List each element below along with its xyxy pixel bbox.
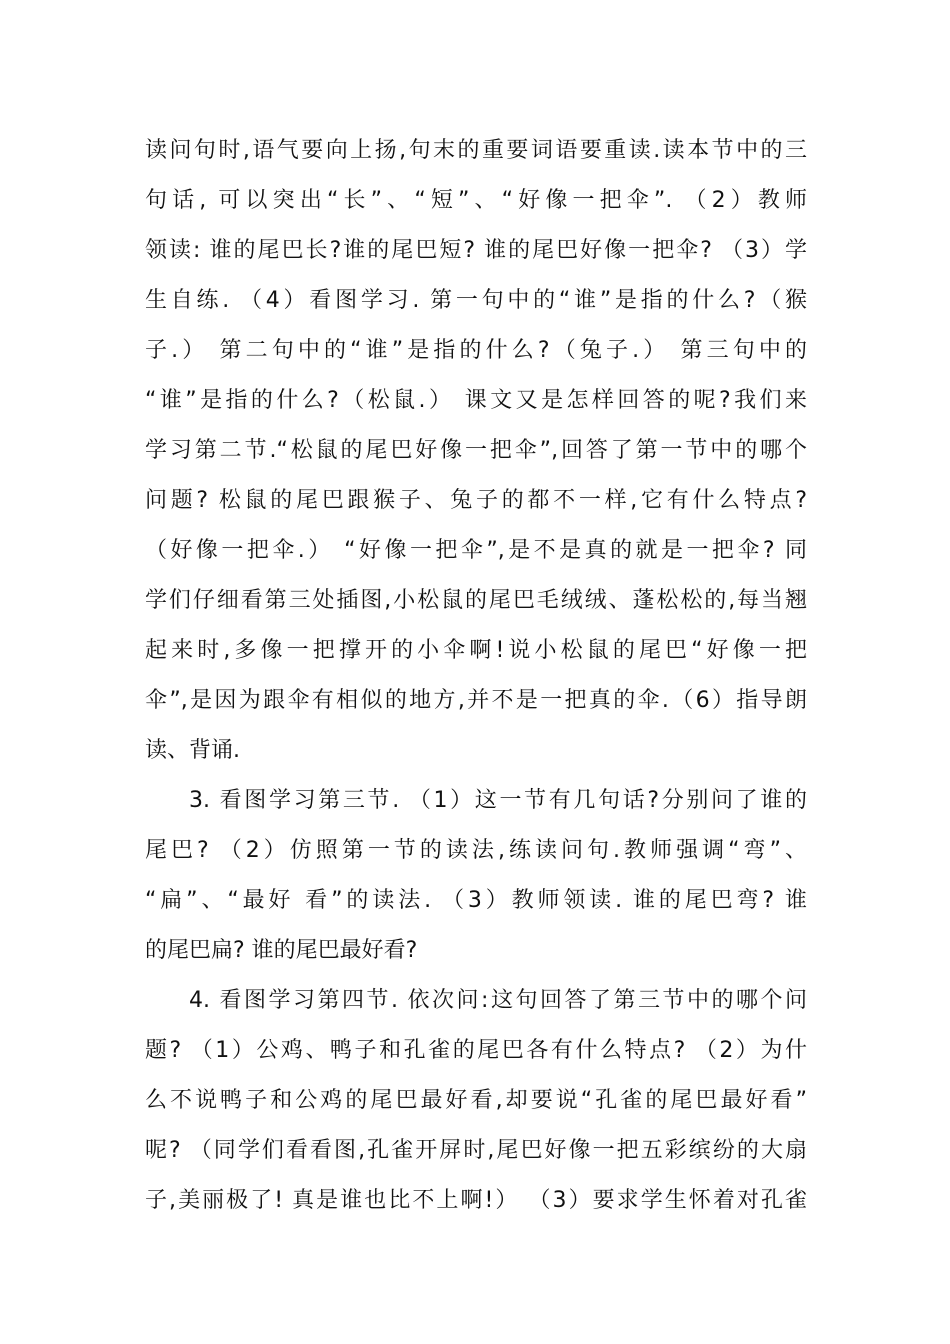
text-line: 句话, 可以突出“长”、“短”、“好像一把伞”. （2）教师 bbox=[145, 188, 807, 213]
text-line: （好像一把伞.） “好像一把伞”,是不是真的就是一把伞? 同 bbox=[145, 538, 807, 563]
text-line: 子.） 第二句中的“谁”是指的什么?（兔子.） 第三句中的 bbox=[145, 338, 807, 363]
text-line: “谁”是指的什么?（松鼠.） 课文又是怎样回答的呢?我们来 bbox=[145, 388, 807, 413]
paragraph-2 bbox=[145, 776, 807, 976]
text-line: 子,美丽极了! 真是谁也比不上啊!） （3）要求学生怀着对孔雀 bbox=[145, 1188, 807, 1213]
text-line: 生自练. （4）看图学习. 第一句中的“谁”是指的什么?（猴 bbox=[145, 288, 807, 313]
text-line: 起来时,多像一把撑开的小伞啊!说小松鼠的尾巴“好像一把 bbox=[145, 638, 807, 663]
text-line: 么不说鸭子和公鸡的尾巴最好看,却要说“孔雀的尾巴最好看” bbox=[145, 1088, 807, 1113]
paragraph-1 bbox=[145, 126, 807, 776]
text-line: 呢? （同学们看看图,孔雀开屏时,尾巴好像一把五彩缤纷的大扇 bbox=[145, 1138, 807, 1163]
paragraph-3 bbox=[145, 976, 807, 1226]
text-line: 学们仔细看第三处插图,小松鼠的尾巴毛绒绒、蓬松松的,每当翘 bbox=[145, 588, 807, 613]
text-line: 的尾巴扁? 谁的尾巴最好看? bbox=[145, 938, 418, 963]
text-line: 3. 看图学习第三节. （1）这一节有几句话?分别问了谁的 bbox=[189, 788, 807, 813]
text-line: 伞”,是因为跟伞有相似的地方,并不是一把真的伞.（6）指导朗 bbox=[145, 688, 807, 713]
text-line: 读问句时,语气要向上扬,句末的重要词语要重读.读本节中的三 bbox=[145, 138, 807, 163]
text-line: 4. 看图学习第四节. 依次问:这句回答了第三节中的哪个问 bbox=[189, 988, 807, 1013]
text-line: 读、背诵. bbox=[145, 738, 240, 763]
document-body bbox=[145, 126, 807, 1226]
text-line: 领读: 谁的尾巴长?谁的尾巴短? 谁的尾巴好像一把伞? （3）学 bbox=[145, 238, 807, 263]
text-line: 尾巴? （2）仿照第一节的读法,练读问句.教师强调“弯”、 bbox=[145, 838, 807, 863]
text-line: “扁”、“最好 看”的读法. （3）教师领读. 谁的尾巴弯? 谁 bbox=[145, 888, 807, 913]
text-line: 题? （1）公鸡、鸭子和孔雀的尾巴各有什么特点? （2）为什 bbox=[145, 1038, 807, 1063]
text-line: 问题? 松鼠的尾巴跟猴子、兔子的都不一样,它有什么特点? bbox=[145, 488, 807, 513]
text-line: 学习第二节.“松鼠的尾巴好像一把伞”,回答了第一节中的哪个 bbox=[145, 438, 807, 463]
